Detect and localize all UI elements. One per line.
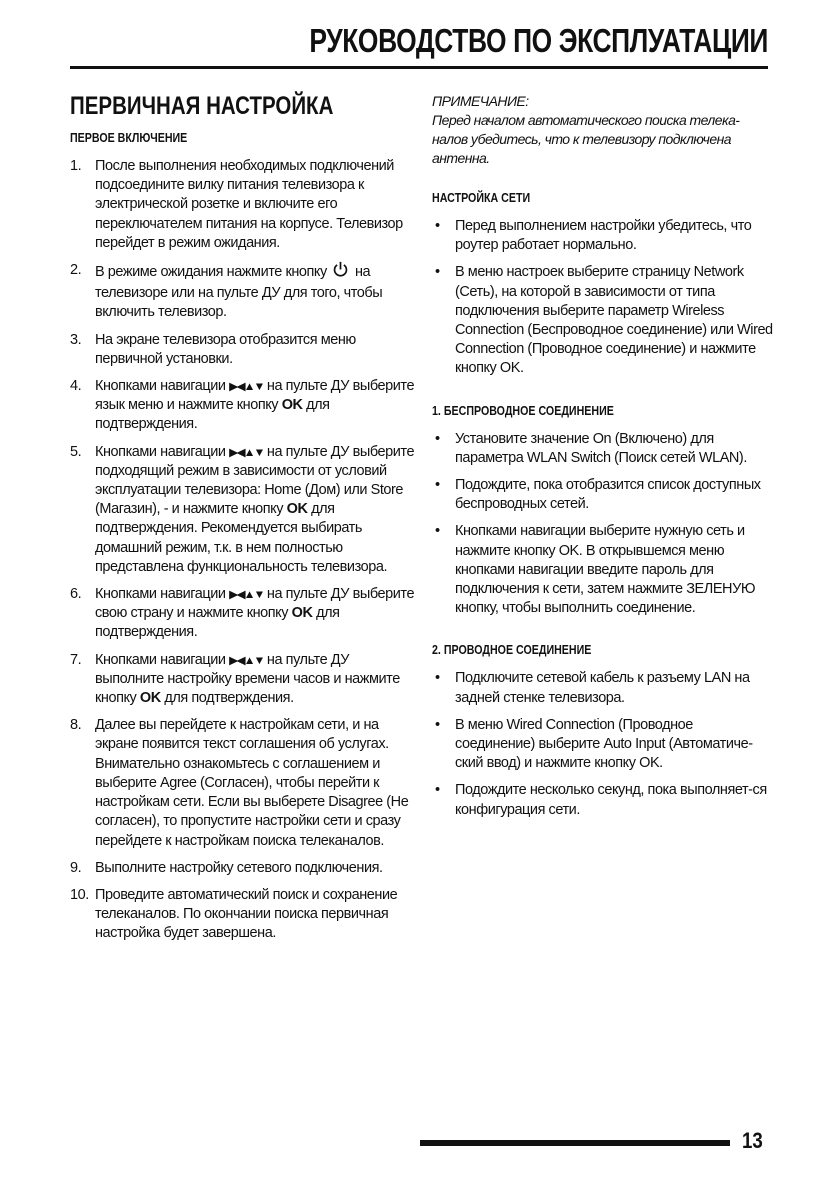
step-3 [70, 331, 415, 369]
step-text: Кнопками навигации [95, 586, 226, 603]
nav-arrows-icon: ▶◀▲▼ [229, 653, 264, 667]
ok-key-label: OK [291, 605, 313, 622]
list-item [432, 781, 774, 819]
ok-key-label: OK [286, 501, 308, 518]
list-item [432, 716, 774, 774]
wired-heading: 2. ПРОВОДНОЕ СОЕДИНЕНИЕ [432, 642, 592, 658]
step-text: Проведите автоматический поиск и сохранение телеканалов. По окончании поиска первичная настройка будет завершена. [95, 886, 398, 942]
step-text: Выполните настройку сетевого подключения. [95, 859, 383, 876]
step-number: 1. [70, 158, 82, 174]
step-6 [70, 585, 415, 643]
list-item [432, 263, 774, 378]
left-column [70, 92, 415, 952]
list-item-text: Кнопками навигации выберите нужную сеть и нажмите кнопку OK. В открывшемся меню кнопками навигации введите пароль для подключения к сети, затем нажмите ЗЕЛЕНУЮ кнопку, чтобы выполнить соединение. [455, 523, 756, 617]
bullet: • [435, 782, 440, 799]
wired-list [432, 669, 774, 819]
step-9 [70, 859, 415, 878]
step-text: В режиме ожидания нажмите кнопку [95, 264, 327, 281]
bullet: • [435, 430, 440, 447]
bullet: • [435, 218, 440, 234]
list-item-text: Установите значение On (Включено) для параметра WLAN Switch (Поиск сетей WLAN). [455, 430, 747, 466]
note [432, 92, 774, 168]
step-number: 8. [70, 717, 82, 734]
bullet: • [435, 716, 440, 733]
step-text-end: для подтверждения. [95, 397, 330, 433]
step-10 [70, 886, 415, 944]
header-rule [70, 66, 768, 69]
list-item [432, 217, 774, 255]
step-1 [70, 157, 415, 253]
list-item [432, 476, 774, 514]
nav-arrows-icon: ▶◀▲▼ [229, 587, 264, 601]
step-number: 7. [70, 651, 82, 668]
step-8 [70, 716, 415, 850]
nav-arrows-icon: ▶◀▲▼ [229, 445, 264, 459]
step-text-cont: на телевизоре или на пульте ДУ для того, чтобы включить телевизор. [95, 264, 383, 321]
section-title: ПЕРВИЧНАЯ НАСТРОЙКА [70, 92, 334, 120]
step-number: 6. [70, 586, 82, 603]
network-setup-heading: НАСТРОЙКА СЕТИ [432, 190, 531, 205]
right-column [432, 92, 774, 828]
ok-key-label: OK [281, 397, 303, 414]
footer-bar [420, 1140, 730, 1146]
step-text: На экране телевизора отобразится меню первичной установки. [95, 331, 356, 367]
nav-arrows-icon: ▶◀▲▼ [229, 379, 264, 393]
list-item [432, 669, 774, 707]
step-number: 9. [70, 859, 82, 876]
note-text: Перед началом автоматического поиска телека-налов убедитесь, что к телевизору подключена антенна. [432, 112, 740, 166]
step-text: Кнопками навигации [95, 443, 226, 460]
step-text-end: для подтверждения. Рекомендуется выбирать домашний режим, т.к. в нем полностью представлена функциональность телевизора. [95, 501, 388, 575]
bullet: • [435, 670, 440, 687]
bullet: • [435, 264, 440, 281]
subheading-first-power-on: ПЕРВОЕ ВКЛЮЧЕНИЕ [70, 130, 188, 145]
step-number: 10. [70, 886, 89, 903]
step-text-end: для подтверждения. [164, 690, 294, 707]
step-text-mid: на пульте ДУ выберите свою страну и нажмите кнопку [95, 586, 415, 622]
list-item-text: Подождите несколько секунд, пока выполняет-ся конфигурация сети. [455, 782, 767, 818]
wireless-heading: 1. БЕСПРОВОДНОЕ СОЕДИНЕНИЕ [432, 402, 614, 418]
step-text-mid: на пульте ДУ выполните настройку времени часов и нажмите кнопку [95, 651, 400, 707]
note-label: ПРИМЕЧАНИЕ: [432, 93, 529, 109]
step-text-mid: на пульте ДУ выберите язык меню и нажмите кнопку [95, 378, 415, 414]
list-item-text: Подключите сетевой кабель к разъему LAN на задней стенке телевизора. [455, 670, 750, 706]
step-text-end: для подтверждения. [95, 605, 340, 641]
wireless-list [432, 430, 774, 619]
list-item-text: В меню настроек выберите страницу Network (Сеть), на которой в зависимости от типа подключения выберите параметр Wireless Connection (Беспроводное соединение) или Wired Connection (Проводное соединение) и нажмите кнопку OK. [455, 264, 773, 377]
list-item [432, 430, 774, 468]
step-text: После выполнения необходимых подключений подсоедините вилку питания телевизора к электрической розетке и включите его переключателем питания на корпусе. Телевизор перейдет в режим ожидания. [95, 158, 403, 251]
list-item-text: В меню Wired Connection (Проводное соединение) выберите Auto Input (Автоматиче-ский ввод) и нажмите кнопку OK. [455, 716, 753, 772]
bullet: • [435, 477, 440, 494]
step-number: 3. [70, 331, 82, 348]
step-number: 4. [70, 378, 82, 395]
step-text-mid: на пульте ДУ выберите подходящий режим в зависимости от условий эксплуатации телевизора: Home (Дом) или Store (Магазин), - и нажмите кнопку [95, 443, 415, 518]
step-4 [70, 377, 415, 435]
step-number: 5. [70, 443, 82, 460]
step-number: 2. [70, 262, 82, 279]
step-7 [70, 651, 415, 709]
list-item [432, 522, 774, 618]
list-item-text: Подождите, пока отобразится список доступных беспроводных сетей. [455, 477, 761, 513]
step-text: Кнопками навигации [95, 378, 226, 395]
setup-steps [70, 157, 415, 944]
power-icon [332, 261, 349, 284]
step-text: Кнопками навигации [95, 651, 226, 668]
network-setup-list [432, 217, 774, 379]
step-2 [70, 261, 415, 323]
page-header [70, 22, 768, 60]
ok-key-label: OK [139, 690, 161, 707]
step-text: Далее вы перейдете к настройкам сети, и на экране появится текст соглашения об услугах. Внимательно ознакомьтесь с соглашением и выберите Agree (Согласен), чтобы перейти к настройкам сети. Если вы выберете Disagree (Не согласен), то пропустите настройки сети и сразу перейдете к настройкам поиска телеканалов. [95, 717, 409, 849]
list-item-text: Перед выполнением настройки убедитесь, что роутер работает нормально. [455, 218, 752, 254]
bullet: • [435, 523, 440, 540]
page-number: 13 [742, 1128, 763, 1153]
document-title: РУКОВОДСТВО ПО ЭКСПЛУАТАЦИИ [309, 22, 768, 59]
step-5 [70, 443, 415, 577]
